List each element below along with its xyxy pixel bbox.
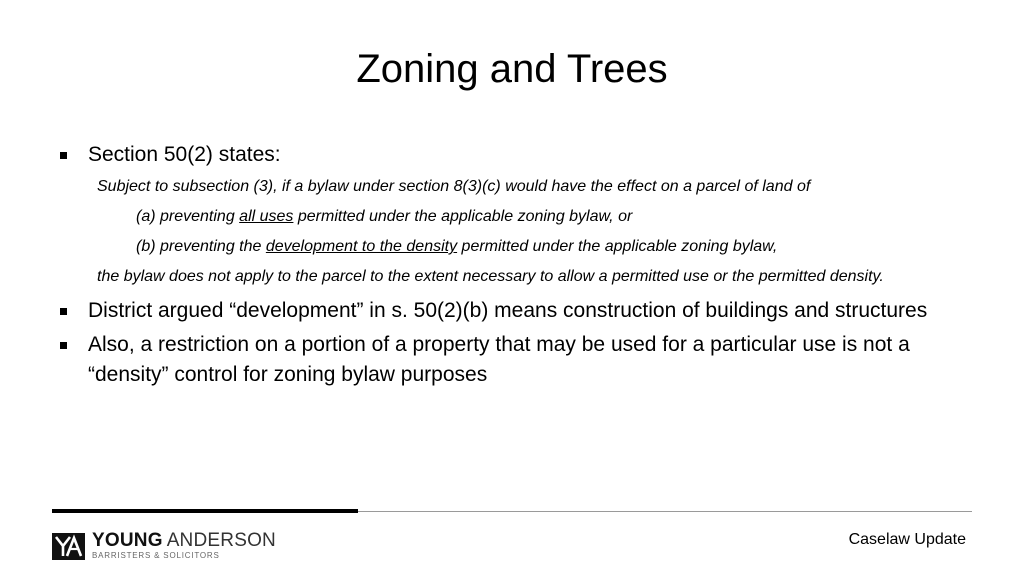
clause-a-suffix: permitted under the applicable zoning bylaw, or [293,208,633,225]
bullet-text: Section 50(2) states: [88,143,281,166]
logo-subtitle: BARRISTERS & SOLICITORS [92,551,220,560]
slide-content [60,140,970,390]
slide-title: Zoning and Trees [356,47,668,91]
ya-logo-icon [52,533,85,560]
square-bullet-icon [60,342,67,349]
quote-intro: Subject to subsection (3), if a bylaw under section 8(3)(c) would have the effect on a parcel of land of [97,178,811,195]
quote-clause-a [136,204,970,230]
bullet-text: District argued “development” in s. 50(2)(b) means construction of buildings and structures [88,299,928,322]
clause-b-prefix: (b) preventing the [136,238,266,255]
logo-young: YOUNG [92,530,163,551]
clause-a-underlined: all uses [239,208,294,225]
bullet-item [60,296,970,326]
bullet-text: Also, a restriction on a portion of a property that may be used for a particular use is not a “density” control for zoning bylaw purposes [88,333,910,386]
clause-a-prefix: (a) preventing [136,208,240,225]
square-bullet-icon [60,152,67,159]
bullet-item [60,330,970,390]
logo-wordmark [92,530,276,552]
ya-monogram-icon [52,533,85,560]
footer-label: Caselaw Update [848,531,966,548]
quote-closing: the bylaw does not apply to the parcel to the extent necessary to allow a permitted use or the permitted density. [97,268,884,285]
clause-b-underlined: development to the density [265,238,458,255]
clause-b-suffix: permitted under the applicable zoning bylaw, [457,238,778,255]
logo-anderson: ANDERSON [166,530,276,551]
footer-accent-bar [52,509,358,513]
square-bullet-icon [60,308,67,315]
bullet-item [60,140,970,170]
quote-clause-b [136,234,970,260]
